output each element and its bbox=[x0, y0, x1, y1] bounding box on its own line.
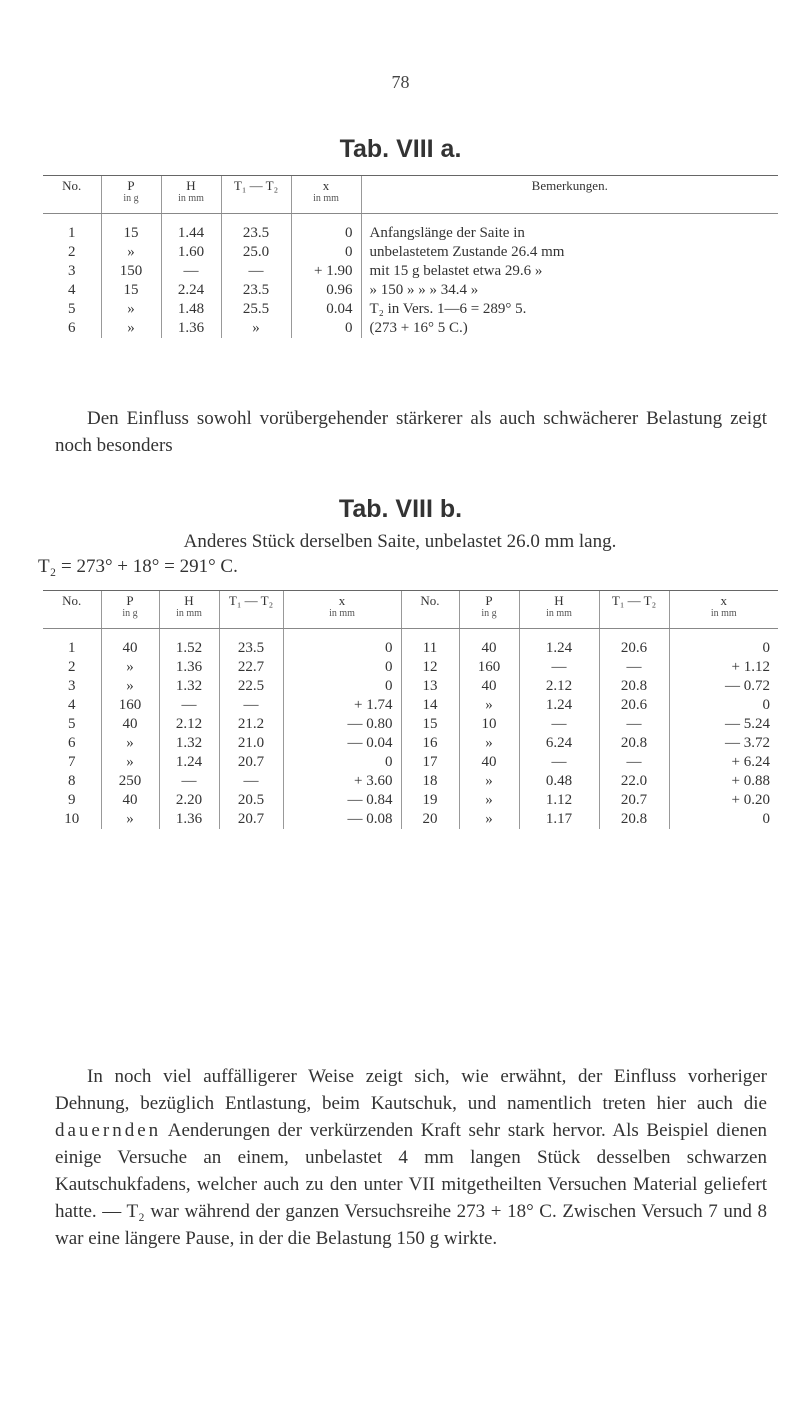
cell-t2: 20.8 bbox=[599, 734, 669, 753]
cell-h2: 6.24 bbox=[519, 734, 599, 753]
col-t: T₁ — T₂ bbox=[219, 591, 283, 629]
cell-p2: 40 bbox=[459, 753, 519, 772]
cell-t2: — bbox=[599, 658, 669, 677]
cell-h: 1.32 bbox=[159, 734, 219, 753]
cell-h: — bbox=[159, 696, 219, 715]
cell-h: 1.24 bbox=[159, 753, 219, 772]
cell-t: — bbox=[219, 772, 283, 791]
table-row bbox=[43, 696, 778, 715]
cell-no2: 14 bbox=[401, 696, 459, 715]
cell-h: 1.36 bbox=[159, 658, 219, 677]
cell-x: + 1.90 bbox=[291, 262, 361, 281]
cell-p: » bbox=[101, 677, 159, 696]
cell-h: 1.36 bbox=[159, 810, 219, 829]
cell-t: — bbox=[219, 696, 283, 715]
table-b-header bbox=[43, 591, 778, 629]
cell-p: » bbox=[101, 810, 159, 829]
cell-p2: » bbox=[459, 791, 519, 810]
cell-p2: 40 bbox=[459, 629, 519, 659]
cell-no: 6 bbox=[68, 320, 76, 336]
cell-h: 1.48 bbox=[161, 300, 221, 319]
cell-no: 10 bbox=[64, 811, 80, 827]
cell-p: » bbox=[101, 734, 159, 753]
cell-p2: 160 bbox=[459, 658, 519, 677]
cell-p2: » bbox=[459, 696, 519, 715]
cell-x2: 0 bbox=[669, 629, 778, 659]
cell-t2: — bbox=[599, 753, 669, 772]
cell-h: — bbox=[161, 262, 221, 281]
cell-t2: 20.8 bbox=[599, 810, 669, 829]
cell-p: 250 bbox=[101, 772, 159, 791]
cell-x: 0.04 bbox=[291, 300, 361, 319]
col-x: x in mm bbox=[291, 176, 361, 214]
table-row bbox=[43, 677, 778, 696]
col-h: H in mm bbox=[161, 176, 221, 214]
cell-no2: 15 bbox=[401, 715, 459, 734]
cell-t: 22.7 bbox=[219, 658, 283, 677]
table-b-intro-2: T₂ = 273° + 18° = 291° C. bbox=[38, 556, 238, 577]
cell-x: 0 bbox=[291, 243, 361, 262]
cell-no: 5 bbox=[68, 301, 76, 317]
cell-p: » bbox=[101, 319, 161, 338]
cell-p: » bbox=[101, 753, 159, 772]
cell-rem: mit 15 g belastet etwa 29.6 » bbox=[361, 262, 778, 281]
cell-x2: + 1.12 bbox=[669, 658, 778, 677]
col-t: T₁ — T₂ bbox=[221, 176, 291, 214]
cell-p2: 40 bbox=[459, 677, 519, 696]
cell-no2: 18 bbox=[401, 772, 459, 791]
cell-x2: — 0.72 bbox=[669, 677, 778, 696]
cell-x: + 3.60 bbox=[283, 772, 401, 791]
cell-t2: 20.6 bbox=[599, 629, 669, 659]
table-row bbox=[43, 319, 778, 338]
cell-rem: (273 + 16° 5 C.) bbox=[361, 319, 778, 338]
cell-rem: unbelastetem Zustande 26.4 mm bbox=[361, 243, 778, 262]
cell-p: 150 bbox=[101, 262, 161, 281]
cell-t: 20.5 bbox=[219, 791, 283, 810]
col-p: P in g bbox=[101, 591, 159, 629]
col-remarks: Bemerkungen. bbox=[361, 176, 778, 214]
cell-x: — 0.84 bbox=[283, 791, 401, 810]
cell-h2: 1.24 bbox=[519, 696, 599, 715]
cell-h2: — bbox=[519, 658, 599, 677]
table-b-title: Tab. VIII b. bbox=[338, 495, 463, 523]
cell-t: 22.5 bbox=[219, 677, 283, 696]
table-row bbox=[43, 214, 778, 244]
cell-t2: 20.7 bbox=[599, 791, 669, 810]
cell-no: 2 bbox=[68, 244, 76, 260]
page-number: 78 bbox=[391, 72, 410, 92]
table-b bbox=[43, 590, 778, 829]
cell-x2: + 0.20 bbox=[669, 791, 778, 810]
cell-p2: 10 bbox=[459, 715, 519, 734]
cell-h: 2.12 bbox=[159, 715, 219, 734]
cell-no2: 16 bbox=[401, 734, 459, 753]
col-no-2: No. bbox=[401, 591, 459, 629]
cell-rem: Anfangslänge der Saite in bbox=[361, 214, 778, 244]
cell-h: 1.36 bbox=[161, 319, 221, 338]
cell-x: — 0.08 bbox=[283, 810, 401, 829]
cell-h2: 2.12 bbox=[519, 677, 599, 696]
cell-no: 9 bbox=[68, 792, 76, 808]
table-row bbox=[43, 281, 778, 300]
cell-p: 40 bbox=[101, 715, 159, 734]
table-row bbox=[43, 243, 778, 262]
cell-t: 21.0 bbox=[219, 734, 283, 753]
cell-t2: — bbox=[599, 715, 669, 734]
cell-t: 25.5 bbox=[221, 300, 291, 319]
cell-rem: T₂ in Vers. 1—6 = 289° 5. bbox=[361, 300, 778, 319]
col-p-2: P in g bbox=[459, 591, 519, 629]
cell-h2: 1.24 bbox=[519, 629, 599, 659]
cell-p: 40 bbox=[101, 791, 159, 810]
cell-rem: » 150 » » » 34.4 » bbox=[361, 281, 778, 300]
table-row bbox=[43, 734, 778, 753]
cell-p2: » bbox=[459, 772, 519, 791]
paragraph-2: In noch viel auffälligerer Weise zeigt sich, wie erwähnt, der Einfluss vorheriger Dehnung, bezüglich Entlastung, beim Kautschuk, und namentlich treten hier auch die dauernden Aenderungen der verkürzenden Kraft sehr stark hervor. Als Beispiel dienen einige Versuche an einem, unbelastet 4 mm langen Stück desselben schwarzen Kautschukfadens, welcher auch zu den unter VII mitgetheilten Versuchen Material geliefert hatte. — T₂ war während der ganzen Versuchsreihe 273 + 18° C. Zwischen Versuch 7 und 8 war eine längere Pause, in der die Belastung 150 g wirkte. bbox=[55, 1066, 767, 1249]
cell-t: 23.5 bbox=[221, 214, 291, 244]
cell-p: 15 bbox=[101, 214, 161, 244]
cell-t: » bbox=[221, 319, 291, 338]
cell-t: 20.7 bbox=[219, 753, 283, 772]
cell-x: 0.96 bbox=[291, 281, 361, 300]
cell-h: — bbox=[159, 772, 219, 791]
cell-x: 0 bbox=[283, 753, 401, 772]
cell-x: 0 bbox=[283, 658, 401, 677]
cell-x: — 0.80 bbox=[283, 715, 401, 734]
cell-no: 4 bbox=[68, 282, 76, 298]
cell-p: » bbox=[101, 658, 159, 677]
col-x: x in mm bbox=[283, 591, 401, 629]
cell-no: 8 bbox=[68, 773, 76, 789]
cell-t2: 20.8 bbox=[599, 677, 669, 696]
cell-p: 160 bbox=[101, 696, 159, 715]
col-h: H in mm bbox=[159, 591, 219, 629]
cell-p: 15 bbox=[101, 281, 161, 300]
cell-t2: 22.0 bbox=[599, 772, 669, 791]
cell-no: 1 bbox=[68, 640, 76, 656]
cell-no: 2 bbox=[68, 659, 76, 675]
table-row bbox=[43, 772, 778, 791]
cell-h2: — bbox=[519, 753, 599, 772]
cell-x2: — 5.24 bbox=[669, 715, 778, 734]
cell-x2: — 3.72 bbox=[669, 734, 778, 753]
cell-t: 25.0 bbox=[221, 243, 291, 262]
cell-t: 23.5 bbox=[221, 281, 291, 300]
cell-x2: 0 bbox=[669, 696, 778, 715]
cell-t: 23.5 bbox=[219, 629, 283, 659]
table-row bbox=[43, 658, 778, 677]
cell-x: — 0.04 bbox=[283, 734, 401, 753]
cell-h: 1.32 bbox=[159, 677, 219, 696]
table-row bbox=[43, 791, 778, 810]
cell-t: 20.7 bbox=[219, 810, 283, 829]
cell-h2: 1.12 bbox=[519, 791, 599, 810]
cell-x2: + 6.24 bbox=[669, 753, 778, 772]
cell-no2: 20 bbox=[401, 810, 459, 829]
cell-t: 21.2 bbox=[219, 715, 283, 734]
col-h-2: H in mm bbox=[519, 591, 599, 629]
cell-p2: » bbox=[459, 734, 519, 753]
cell-no: 6 bbox=[68, 735, 76, 751]
cell-no: 1 bbox=[68, 225, 76, 241]
cell-x2: + 0.88 bbox=[669, 772, 778, 791]
cell-h: 1.44 bbox=[161, 214, 221, 244]
table-row bbox=[43, 262, 778, 281]
cell-no: 7 bbox=[68, 754, 76, 770]
col-p: P in g bbox=[101, 176, 161, 214]
table-a bbox=[43, 175, 778, 338]
col-x-2: x in mm bbox=[669, 591, 778, 629]
cell-x2: 0 bbox=[669, 810, 778, 829]
table-row bbox=[43, 753, 778, 772]
table-b-intro-1: Anderes Stück derselben Saite, unbelastet 26.0 mm lang. bbox=[183, 531, 617, 552]
cell-no2: 11 bbox=[401, 629, 459, 659]
cell-h: 2.20 bbox=[159, 791, 219, 810]
cell-no2: 12 bbox=[401, 658, 459, 677]
cell-no: 4 bbox=[68, 697, 76, 713]
cell-no2: 19 bbox=[401, 791, 459, 810]
table-a-title: Tab. VIII a. bbox=[339, 135, 462, 163]
cell-no: 5 bbox=[68, 716, 76, 732]
cell-p: » bbox=[101, 300, 161, 319]
cell-no2: 13 bbox=[401, 677, 459, 696]
cell-x: 0 bbox=[283, 629, 401, 659]
cell-x: 0 bbox=[283, 677, 401, 696]
cell-x: + 1.74 bbox=[283, 696, 401, 715]
col-t-2: T₁ — T₂ bbox=[599, 591, 669, 629]
cell-h: 1.60 bbox=[161, 243, 221, 262]
paragraph-1: Den Einfluss sowohl vorübergehender stärkerer als auch schwächerer Belastung zeigt noch besonders bbox=[55, 408, 767, 456]
cell-h: 1.52 bbox=[159, 629, 219, 659]
col-no: No. bbox=[43, 591, 101, 629]
cell-no: 3 bbox=[68, 678, 76, 694]
cell-h: 2.24 bbox=[161, 281, 221, 300]
cell-x: 0 bbox=[291, 319, 361, 338]
cell-h2: — bbox=[519, 715, 599, 734]
table-row bbox=[43, 629, 778, 659]
cell-no2: 17 bbox=[401, 753, 459, 772]
cell-h2: 1.17 bbox=[519, 810, 599, 829]
cell-p2: » bbox=[459, 810, 519, 829]
col-no: No. bbox=[43, 176, 101, 214]
table-row bbox=[43, 810, 778, 829]
cell-no: 3 bbox=[68, 263, 76, 279]
cell-p: » bbox=[101, 243, 161, 262]
cell-x: 0 bbox=[291, 214, 361, 244]
cell-t2: 20.6 bbox=[599, 696, 669, 715]
table-row bbox=[43, 300, 778, 319]
table-a-header bbox=[43, 176, 778, 214]
cell-t: — bbox=[221, 262, 291, 281]
cell-h2: 0.48 bbox=[519, 772, 599, 791]
cell-p: 40 bbox=[101, 629, 159, 659]
table-row bbox=[43, 715, 778, 734]
